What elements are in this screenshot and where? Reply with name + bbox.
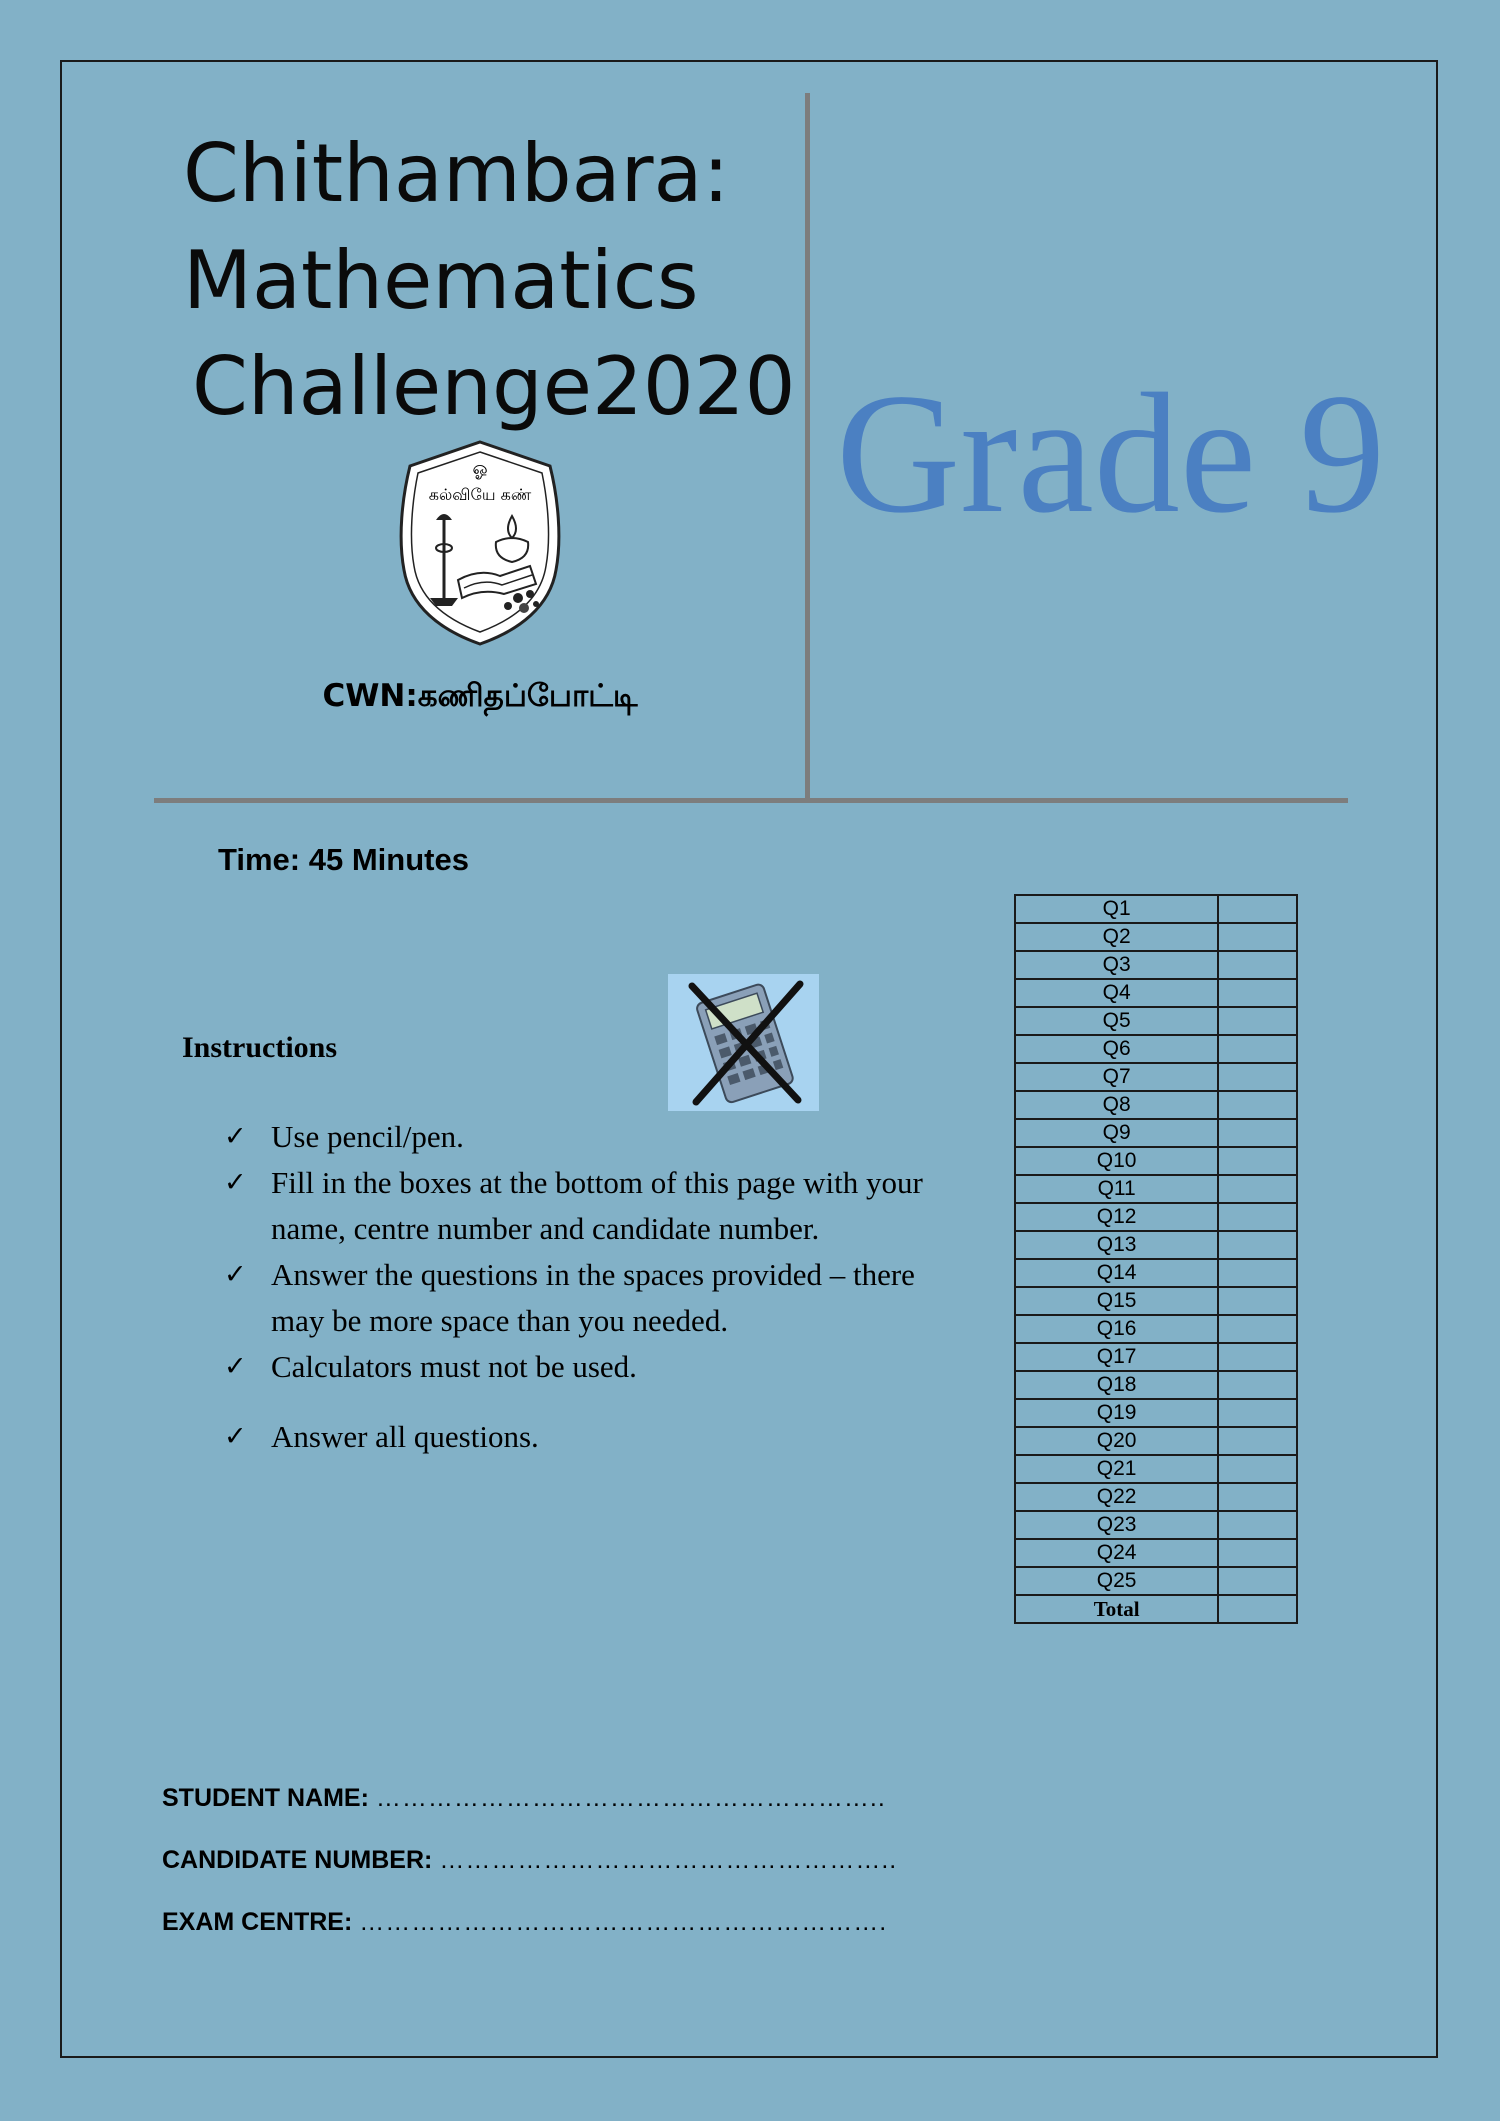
score-box[interactable] xyxy=(1218,1063,1297,1091)
table-row xyxy=(1015,951,1297,979)
instructions-heading: Instructions xyxy=(182,1031,338,1064)
question-label: Q1 xyxy=(1015,895,1218,923)
score-box[interactable] xyxy=(1218,1427,1297,1455)
table-row xyxy=(1015,1315,1297,1343)
candidate-number-label: CANDIDATE NUMBER: xyxy=(162,1846,433,1874)
table-row xyxy=(1015,1091,1297,1119)
question-label: Q5 xyxy=(1015,1007,1218,1035)
list-item xyxy=(224,1114,954,1160)
score-box[interactable] xyxy=(1218,1287,1297,1315)
score-box[interactable] xyxy=(1218,1007,1297,1035)
table-row xyxy=(1015,1007,1297,1035)
title-line-1: Chithambara: xyxy=(183,127,730,220)
question-label: Q15 xyxy=(1015,1287,1218,1315)
question-label: Q20 xyxy=(1015,1427,1218,1455)
question-label: Q16 xyxy=(1015,1315,1218,1343)
score-box[interactable] xyxy=(1218,979,1297,1007)
question-label: Q19 xyxy=(1015,1399,1218,1427)
instruction-text: Calculators must not be used. xyxy=(271,1349,637,1384)
list-item xyxy=(224,1414,954,1460)
question-label: Q18 xyxy=(1015,1371,1218,1399)
question-label: Q11 xyxy=(1015,1175,1218,1203)
total-label: Total xyxy=(1015,1595,1218,1623)
list-item xyxy=(224,1252,954,1344)
student-name-blank[interactable]: ………………………………………………….. xyxy=(375,1784,886,1812)
total-score-box[interactable] xyxy=(1218,1595,1297,1623)
table-row xyxy=(1015,1455,1297,1483)
check-icon: ✓ xyxy=(224,1167,247,1198)
score-box[interactable] xyxy=(1218,1511,1297,1539)
score-box[interactable] xyxy=(1218,1399,1297,1427)
check-icon: ✓ xyxy=(224,1121,247,1152)
score-box[interactable] xyxy=(1218,1483,1297,1511)
score-box[interactable] xyxy=(1218,1119,1297,1147)
question-label: Q10 xyxy=(1015,1147,1218,1175)
question-label: Q3 xyxy=(1015,951,1218,979)
question-label: Q23 xyxy=(1015,1511,1218,1539)
emblem-motto: கல்வியே கண் xyxy=(428,485,532,504)
question-label: Q6 xyxy=(1015,1035,1218,1063)
score-box[interactable] xyxy=(1218,1091,1297,1119)
table-row xyxy=(1015,1399,1297,1427)
vertical-divider xyxy=(805,93,810,803)
candidate-number-field[interactable] xyxy=(162,1846,1022,1875)
time-limit: Time: 45 Minutes xyxy=(218,842,469,877)
question-label: Q8 xyxy=(1015,1091,1218,1119)
table-row xyxy=(1015,1175,1297,1203)
question-label: Q25 xyxy=(1015,1567,1218,1595)
score-box[interactable] xyxy=(1218,1343,1297,1371)
table-row xyxy=(1015,1427,1297,1455)
check-icon: ✓ xyxy=(224,1259,247,1290)
table-row xyxy=(1015,1483,1297,1511)
school-crest-icon xyxy=(380,438,580,648)
total-row xyxy=(1015,1595,1297,1623)
table-row xyxy=(1015,923,1297,951)
score-box[interactable] xyxy=(1218,923,1297,951)
score-box[interactable] xyxy=(1218,1259,1297,1287)
table-row xyxy=(1015,1147,1297,1175)
title-line-3: Challenge2020 xyxy=(192,340,796,433)
score-box[interactable] xyxy=(1218,1035,1297,1063)
table-row xyxy=(1015,1035,1297,1063)
score-box[interactable] xyxy=(1218,895,1297,923)
question-label: Q13 xyxy=(1015,1231,1218,1259)
table-row xyxy=(1015,895,1297,923)
question-label: Q22 xyxy=(1015,1483,1218,1511)
table-row xyxy=(1015,1287,1297,1315)
question-label: Q2 xyxy=(1015,923,1218,951)
exam-centre-field[interactable] xyxy=(162,1908,1022,1937)
table-row xyxy=(1015,1119,1297,1147)
table-row xyxy=(1015,1259,1297,1287)
student-name-field[interactable] xyxy=(162,1784,1022,1813)
list-item xyxy=(224,1160,954,1252)
title-line-2: Mathematics xyxy=(183,234,699,327)
horizontal-divider xyxy=(154,798,1348,803)
instruction-text: Answer the questions in the spaces provided – there may be more space than you needed. xyxy=(271,1257,915,1338)
score-box[interactable] xyxy=(1218,951,1297,979)
question-label: Q14 xyxy=(1015,1259,1218,1287)
table-row xyxy=(1015,1063,1297,1091)
score-table xyxy=(1014,894,1298,1624)
table-row xyxy=(1015,1371,1297,1399)
instruction-text: Fill in the boxes at the bottom of this page with your name, centre number and candidate number. xyxy=(271,1165,923,1246)
student-name-label: STUDENT NAME: xyxy=(162,1784,369,1812)
score-box[interactable] xyxy=(1218,1539,1297,1567)
table-row xyxy=(1015,1511,1297,1539)
candidate-number-blank[interactable]: …………………………………………….. xyxy=(439,1846,898,1874)
score-box[interactable] xyxy=(1218,1371,1297,1399)
question-label: Q17 xyxy=(1015,1343,1218,1371)
table-row xyxy=(1015,1231,1297,1259)
grade-label: Grade 9 xyxy=(836,359,1386,549)
exam-centre-label: EXAM CENTRE: xyxy=(162,1908,353,1936)
score-box[interactable] xyxy=(1218,1231,1297,1259)
table-row xyxy=(1015,979,1297,1007)
score-box[interactable] xyxy=(1218,1455,1297,1483)
question-label: Q4 xyxy=(1015,979,1218,1007)
question-label: Q21 xyxy=(1015,1455,1218,1483)
check-icon: ✓ xyxy=(224,1351,247,1382)
question-label: Q9 xyxy=(1015,1119,1218,1147)
no-calculator-icon xyxy=(668,974,819,1111)
check-icon: ✓ xyxy=(224,1421,247,1452)
table-row xyxy=(1015,1539,1297,1567)
question-label: Q24 xyxy=(1015,1539,1218,1567)
instruction-text: Answer all questions. xyxy=(271,1419,539,1454)
table-row xyxy=(1015,1203,1297,1231)
score-box[interactable] xyxy=(1218,1147,1297,1175)
exam-centre-blank[interactable]: ……………………………………………………. xyxy=(359,1908,888,1936)
score-box[interactable] xyxy=(1218,1175,1297,1203)
emblem-top-glyph: ஓ xyxy=(472,458,488,479)
question-label: Q12 xyxy=(1015,1203,1218,1231)
score-box[interactable] xyxy=(1218,1203,1297,1231)
score-box[interactable] xyxy=(1218,1315,1297,1343)
competition-subtitle: CWN:கணிதப்போட்டி xyxy=(322,678,638,714)
list-item xyxy=(224,1344,954,1390)
table-row xyxy=(1015,1567,1297,1595)
score-box[interactable] xyxy=(1218,1567,1297,1595)
table-row xyxy=(1015,1343,1297,1371)
question-label: Q7 xyxy=(1015,1063,1218,1091)
instruction-text: Use pencil/pen. xyxy=(271,1119,464,1154)
instructions-list xyxy=(224,1114,954,1460)
